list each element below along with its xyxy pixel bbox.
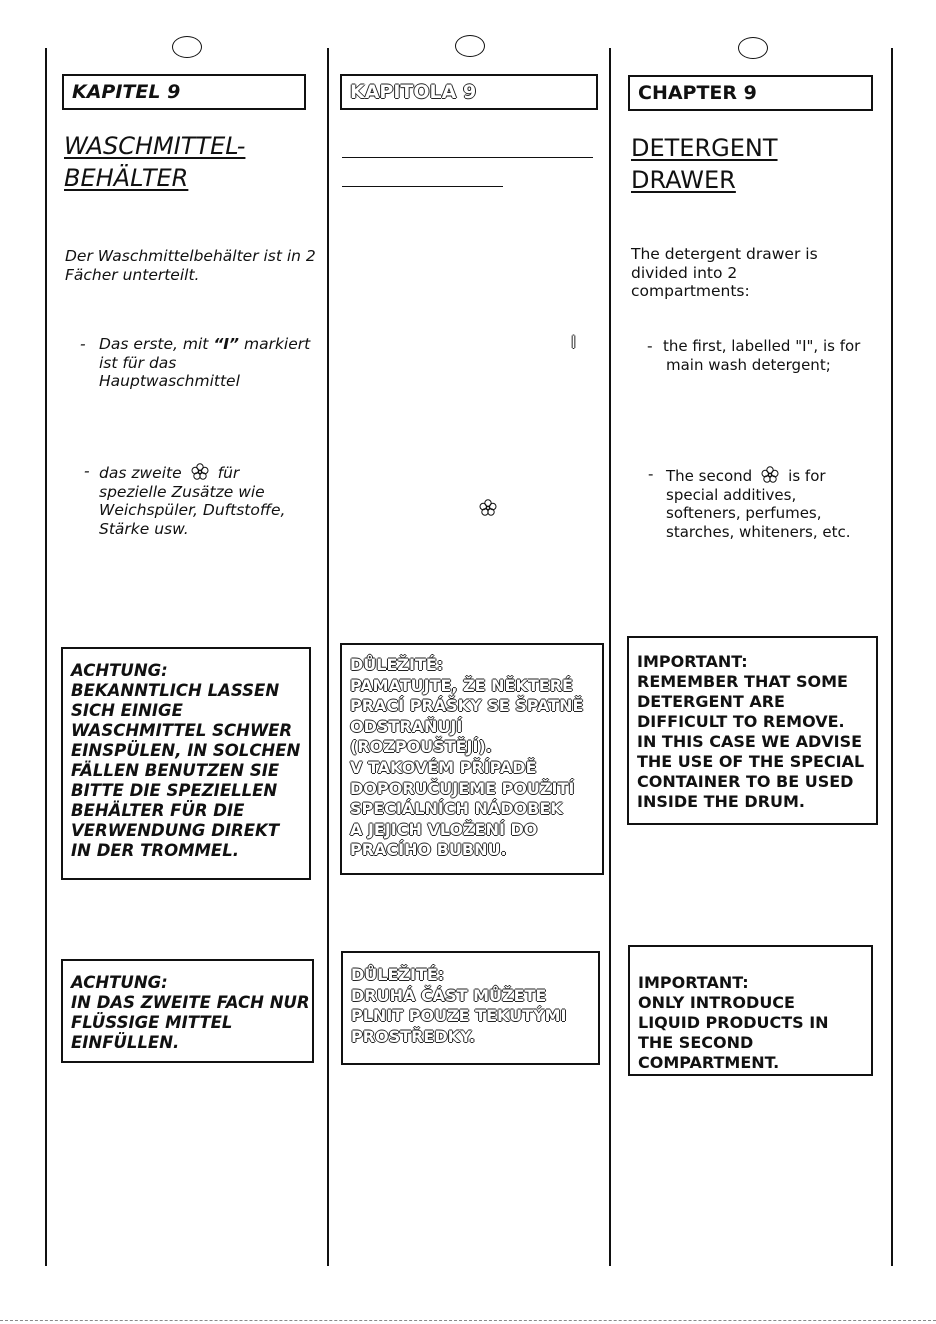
chapter-label-cz: KAPITOLA 9 [350,81,477,103]
intro-line: The detergent drawer is [631,245,818,263]
warning-box-en-1 [627,636,878,825]
flower-icon [478,498,498,518]
intro-text-en [631,245,881,301]
warning-line: DŮLEŽITÉ: [350,655,444,674]
warning-line: THE USE OF THE SPECIAL [637,752,865,771]
warning-box-de-1 [61,647,311,880]
warning-box-cz-1 [340,643,604,875]
list-item-de-1 [80,335,320,391]
warning-line: SICH EINIGE [71,701,183,720]
warning-line: DETERGENT ARE [637,692,785,711]
section-title-de [64,130,245,194]
warning-line: IN DAS ZWEITE FACH NUR [71,993,310,1012]
warning-line: REMEMBER THAT SOME [637,672,848,691]
section-title-en [631,132,778,196]
column-divider-right [891,48,893,1266]
column-divider-mid-left [327,48,329,1266]
warning-line: PROSTŘEDKY. [351,1026,476,1046]
warning-line: BEKANNTLICH LASSEN [71,681,280,700]
warning-line: PLNIT POUZE TEKUTÝMI [351,1006,567,1026]
warning-line: FLÜSSIGE MITTEL [71,1013,233,1032]
column-divider-mid-right [609,48,611,1266]
list-item-en-1 [647,337,887,374]
chapter-heading-cz [340,74,598,110]
warning-line: ONLY INTRODUCE [638,993,795,1012]
intro-line: divided into 2 [631,263,738,282]
flower-icon [190,462,210,482]
item-line: main wash detergent; [666,355,831,374]
warning-line: DIFFICULT TO REMOVE. [637,712,845,731]
warning-box-cz-2 [341,951,600,1065]
item-text: markiert ist für das Hauptwaschmittel [99,335,311,390]
warning-line: COMPARTMENT. [638,1053,780,1072]
mark-label: “I” [213,335,240,353]
warning-line: V TAKOVÉM PŘÍPADĚ [350,757,537,777]
warning-line: IMPORTANT: [638,973,749,992]
list-dash: - [647,337,653,355]
title-line: DETERGENT [631,134,778,162]
list-item-text [99,462,304,538]
list-dash: - [648,465,654,483]
item-line: softeners, perfumes, [666,504,822,522]
mark-label: I [571,333,577,353]
warning-line: LIQUID PRODUCTS IN [638,1013,829,1032]
warning-line: DŮLEŽITÉ: [351,965,445,984]
warning-line: BITTE DIE SPEZIELLEN [71,781,278,800]
warning-line: PAMATUJTE, ŽE NĚKTERÉ [350,675,573,695]
chapter-label-en: CHAPTER 9 [638,82,757,104]
warning-box-en-2 [628,945,873,1076]
warning-line: PRACÍ PRÁŠKY SE ŠPATNĚ [350,696,584,716]
list-item-cz-1 [571,334,576,353]
warning-line: EINSPÜLEN, IN SOLCHEN [71,741,301,760]
title-underline-cz [342,157,593,158]
warning-line: IN THIS CASE WE ADVISE [637,732,863,751]
warning-line: IMPORTANT: [637,652,748,671]
title-line: WASCHMITTEL- [64,132,246,160]
warning-line: THE SECOND [638,1033,754,1052]
warning-line: A JEJICH VLOŽENÍ DO [350,819,538,839]
item-line: starches, whiteners, etc. [666,522,851,541]
warning-line: ODSTRAŇUJÍ [350,716,463,736]
flower-icon [760,465,780,485]
warning-line: EINFÜLLEN. [71,1033,180,1052]
intro-text-de [65,247,323,284]
item-text: is for [788,467,826,485]
warning-line: ACHTUNG: [71,661,168,680]
warning-line: WASCHMITTEL SCHWER [71,721,293,740]
chapter-heading-en [628,75,873,111]
language-circle-icon [455,35,485,57]
language-circle-icon [738,37,768,59]
list-item-en-2 [648,465,878,541]
language-circle-icon [172,36,202,58]
list-dash: - [84,462,90,480]
intro-de: Der Waschmittelbehälter ist in 2 Fächer unterteilt. [65,247,316,284]
warning-line: DOPORUČUJEME POUŽITÍ [350,778,575,798]
warning-line: INSIDE THE DRUM. [637,792,805,811]
item-text: Das erste, mit [99,335,214,353]
intro-line: compartments: [631,282,750,300]
chapter-label-de: KAPITEL 9 [72,81,181,103]
column-divider-left [45,48,47,1266]
warning-line: BEHÄLTER FÜR DIE [71,801,245,820]
chapter-heading-de [62,74,306,110]
item-text: für spezielle Zusätze wie Weichspüler, Duftstoffe, Stärke usw. [99,464,286,538]
warning-line: (ROZPOUŠTĚJÍ). [350,737,492,757]
warning-box-de-2 [61,959,314,1063]
item-text: The second [666,467,753,485]
warning-line: DRUHÁ ČÁST MŮŽETE [351,985,547,1005]
title-underline-cz [342,186,503,187]
item-line: the first, labelled "I", is for [663,337,861,355]
list-item-de-2 [84,462,304,538]
warning-line: ACHTUNG: [71,973,168,992]
list-item-text [99,335,320,391]
warning-line: VERWENDUNG DIREKT [71,821,280,840]
warning-line: SPECIÁLNÍCH NÁDOBEK [350,799,563,819]
title-line: DRAWER [631,166,736,194]
warning-line: FÄLLEN BENUTZEN SIE [71,761,280,780]
title-line: BEHÄLTER [64,164,189,192]
item-line: special additives, [666,485,797,504]
warning-line: CONTAINER TO BE USED [637,772,854,791]
item-text: das zweite [99,464,182,482]
bottom-cut-line [0,1320,936,1321]
warning-line: IN DER TROMMEL. [71,841,239,860]
warning-line: PRACÍHO BUBNU. [350,840,507,860]
list-dash: - [80,335,86,353]
list-item-text [666,465,878,486]
